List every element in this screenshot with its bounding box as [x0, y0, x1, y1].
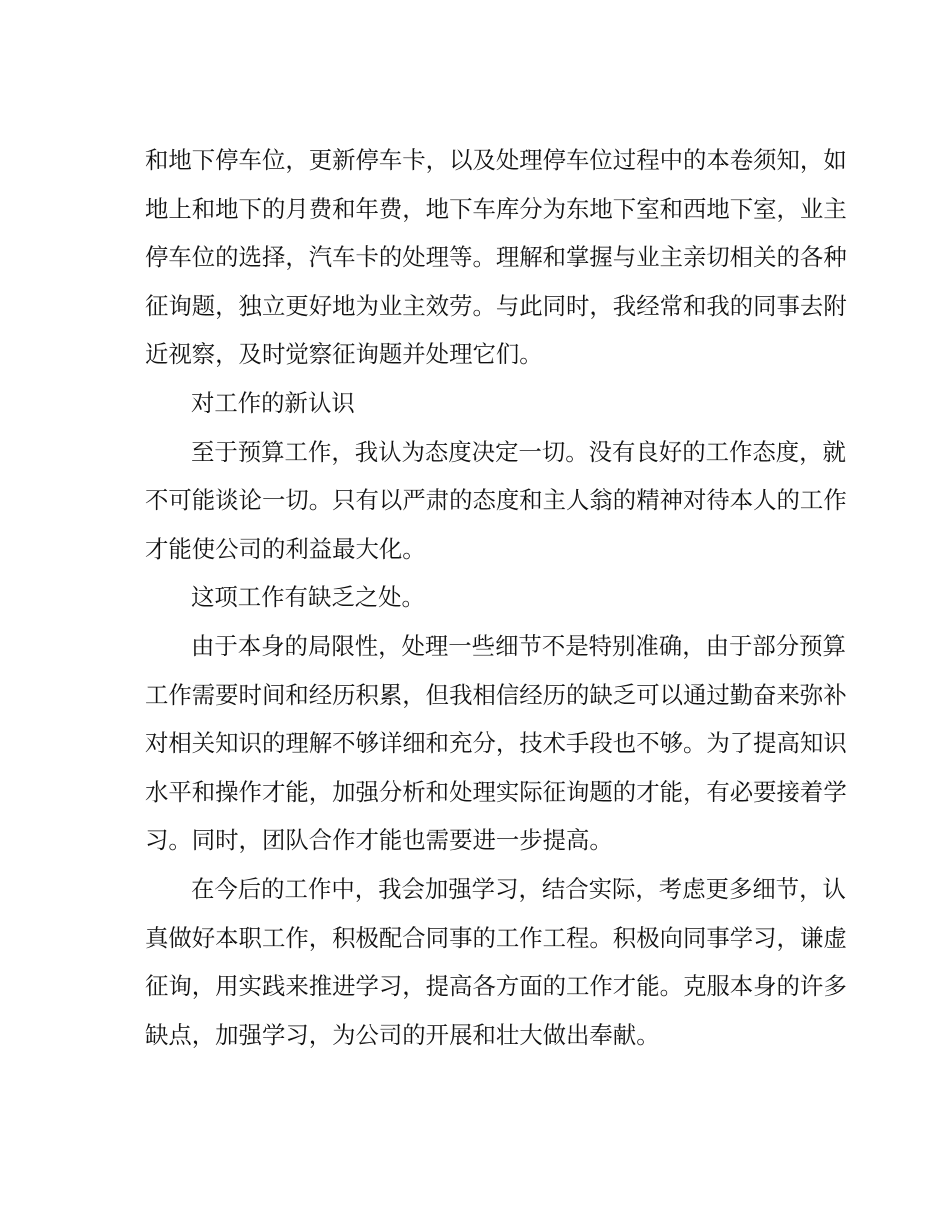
text-line: 至于预算工作，我认为态度决定一切。没有良好的工作态度，就 [191, 437, 846, 466]
text-line: 水平和操作才能，加强分析和处理实际征询题的才能，有必要接着学 [145, 777, 847, 806]
text-line: 在今后的工作中，我会加强学习，结合实际，考虑更多细节，认 [191, 874, 846, 903]
text-line: 缺点，加强学习，为公司的开展和壮大做出奉献。 [145, 1020, 660, 1049]
text-line: 征询题，独立更好地为业主效劳。与此同时，我经常和我的同事去附 [145, 291, 847, 320]
text-line: 才能使公司的利益最大化。 [145, 534, 426, 563]
text-line: 由于本身的局限性，处理一些细节不是特别准确，由于部分预算 [191, 631, 846, 660]
text-line: 近视察，及时觉察征询题并处理它们。 [145, 340, 543, 369]
section-heading: 对工作的新认识 [191, 388, 355, 417]
document-body [145, 136, 847, 1059]
text-line: 征询，用实践来推进学习，提高各方面的工作才能。克服本身的许多 [145, 972, 847, 1001]
text-line: 对相关知识的理解不够详细和充分，技术手段也不够。为了提高知识 [145, 729, 847, 758]
text-line: 地上和地下的月费和年费，地下车库分为东地下室和西地下室，业主 [145, 194, 847, 223]
text-line: 和地下停车位，更新停车卡，以及处理停车位过程中的本卷须知，如 [145, 146, 847, 174]
text-line: 真做好本职工作，积极配合同事的工作工程。积极向同事学习，谦虚 [145, 923, 847, 952]
text-line: 不可能谈论一切。只有以严肃的态度和主人翁的精神对待本人的工作 [145, 486, 847, 515]
section-heading: 这项工作有缺乏之处。 [191, 583, 425, 612]
text-line: 习。同时，团队合作才能也需要进一步提高。 [145, 826, 613, 855]
text-line: 工作需要时间和经历积累，但我相信经历的缺乏可以通过勤奋来弥补 [145, 680, 847, 709]
text-line: 停车位的选择，汽车卡的处理等。理解和掌握与业主亲切相关的各种 [145, 243, 847, 272]
